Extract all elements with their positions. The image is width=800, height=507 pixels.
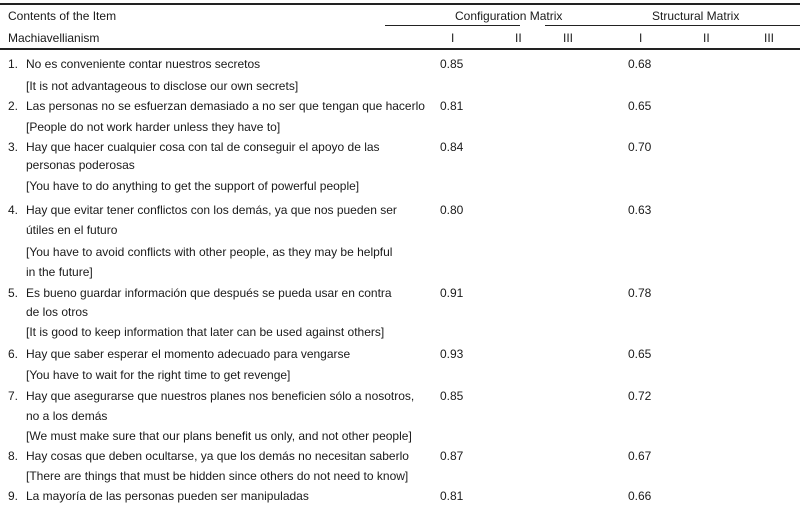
item-text-english: [You have to wait for the right time to get revenge] bbox=[26, 368, 291, 382]
item-number: 4. bbox=[8, 203, 19, 217]
item-text-english: [It is not advantageous to disclose our own secrets] bbox=[26, 79, 299, 93]
config-loading: 0.81 bbox=[440, 99, 464, 113]
item-text-english: [You have to do anything to get the support of powerful people] bbox=[26, 179, 360, 193]
struct-underline bbox=[545, 25, 800, 26]
struct-loading: 0.72 bbox=[628, 389, 652, 403]
config-underline bbox=[385, 25, 520, 26]
struct-matrix-header: Structural Matrix bbox=[652, 9, 740, 23]
config-loading: 0.91 bbox=[440, 286, 464, 300]
top-rule bbox=[0, 3, 800, 5]
item-text-english: in the future] bbox=[26, 265, 93, 279]
item-text-spanish: Las personas no se esfuerzan demasiado a no ser que tengan que hacerlo bbox=[26, 99, 425, 113]
item-number: 8. bbox=[8, 449, 19, 463]
item-text-english: [You have to avoid conflicts with other people, as they may be helpful bbox=[26, 245, 393, 259]
config-factor-1: I bbox=[451, 31, 455, 45]
contents-header: Contents of the Item bbox=[8, 9, 117, 23]
item-text-spanish: No es conveniente contar nuestros secretos bbox=[26, 57, 261, 71]
item-text-english: [We must make sure that our plans benefit us only, and not other people] bbox=[26, 429, 412, 443]
struct-loading: 0.63 bbox=[628, 203, 652, 217]
construct-label: Machiavellianism bbox=[8, 31, 100, 45]
item-text-english: [It is good to keep information that later can be used against others] bbox=[26, 325, 385, 339]
item-text-spanish: Hay que saber esperar el momento adecuado para vengarse bbox=[26, 347, 351, 361]
item-number: 9. bbox=[8, 489, 19, 503]
struct-loading: 0.65 bbox=[628, 347, 652, 361]
config-loading: 0.93 bbox=[440, 347, 464, 361]
struct-loading: 0.67 bbox=[628, 449, 652, 463]
item-text-spanish: no a los demás bbox=[26, 409, 108, 423]
item-number: 3. bbox=[8, 140, 19, 154]
config-loading: 0.85 bbox=[440, 389, 464, 403]
struct-loading: 0.66 bbox=[628, 489, 652, 503]
item-text-spanish: Hay que hacer cualquier cosa con tal de conseguir el apoyo de las bbox=[26, 140, 380, 154]
config-loading: 0.84 bbox=[440, 140, 464, 154]
struct-loading: 0.70 bbox=[628, 140, 652, 154]
item-number: 1. bbox=[8, 57, 19, 71]
item-number: 2. bbox=[8, 99, 19, 113]
struct-factor-3: III bbox=[764, 31, 775, 45]
config-factor-3: III bbox=[563, 31, 574, 45]
struct-factor-1: I bbox=[639, 31, 643, 45]
item-text-english: [There are things that must be hidden since others do not need to know] bbox=[26, 469, 409, 483]
config-factor-2: II bbox=[515, 31, 522, 45]
struct-loading: 0.68 bbox=[628, 57, 652, 71]
item-text-spanish: La mayoría de las personas pueden ser manipuladas bbox=[26, 489, 309, 503]
struct-loading: 0.78 bbox=[628, 286, 652, 300]
struct-factor-2: II bbox=[703, 31, 710, 45]
struct-loading: 0.65 bbox=[628, 99, 652, 113]
header-bottom-rule bbox=[0, 48, 800, 50]
config-loading: 0.87 bbox=[440, 449, 464, 463]
item-number: 7. bbox=[8, 389, 19, 403]
item-text-english: [People do not work harder unless they have to] bbox=[26, 120, 281, 134]
config-loading: 0.85 bbox=[440, 57, 464, 71]
config-matrix-header: Configuration Matrix bbox=[455, 9, 563, 23]
item-text-spanish: de los otros bbox=[26, 305, 89, 319]
item-number: 6. bbox=[8, 347, 19, 361]
item-text-spanish: útiles en el futuro bbox=[26, 223, 118, 237]
item-text-spanish: Hay que evitar tener conflictos con los demás, ya que nos pueden ser bbox=[26, 203, 397, 217]
item-text-spanish: personas poderosas bbox=[26, 158, 135, 172]
item-text-spanish: Hay que asegurarse que nuestros planes nos beneficien sólo a nosotros, bbox=[26, 389, 415, 403]
item-number: 5. bbox=[8, 286, 19, 300]
config-loading: 0.80 bbox=[440, 203, 464, 217]
item-text-spanish: Hay cosas que deben ocultarse, ya que los demás no necesitan saberlo bbox=[26, 449, 409, 463]
config-loading: 0.81 bbox=[440, 489, 464, 503]
item-text-spanish: Es bueno guardar información que después se pueda usar en contra bbox=[26, 286, 392, 300]
